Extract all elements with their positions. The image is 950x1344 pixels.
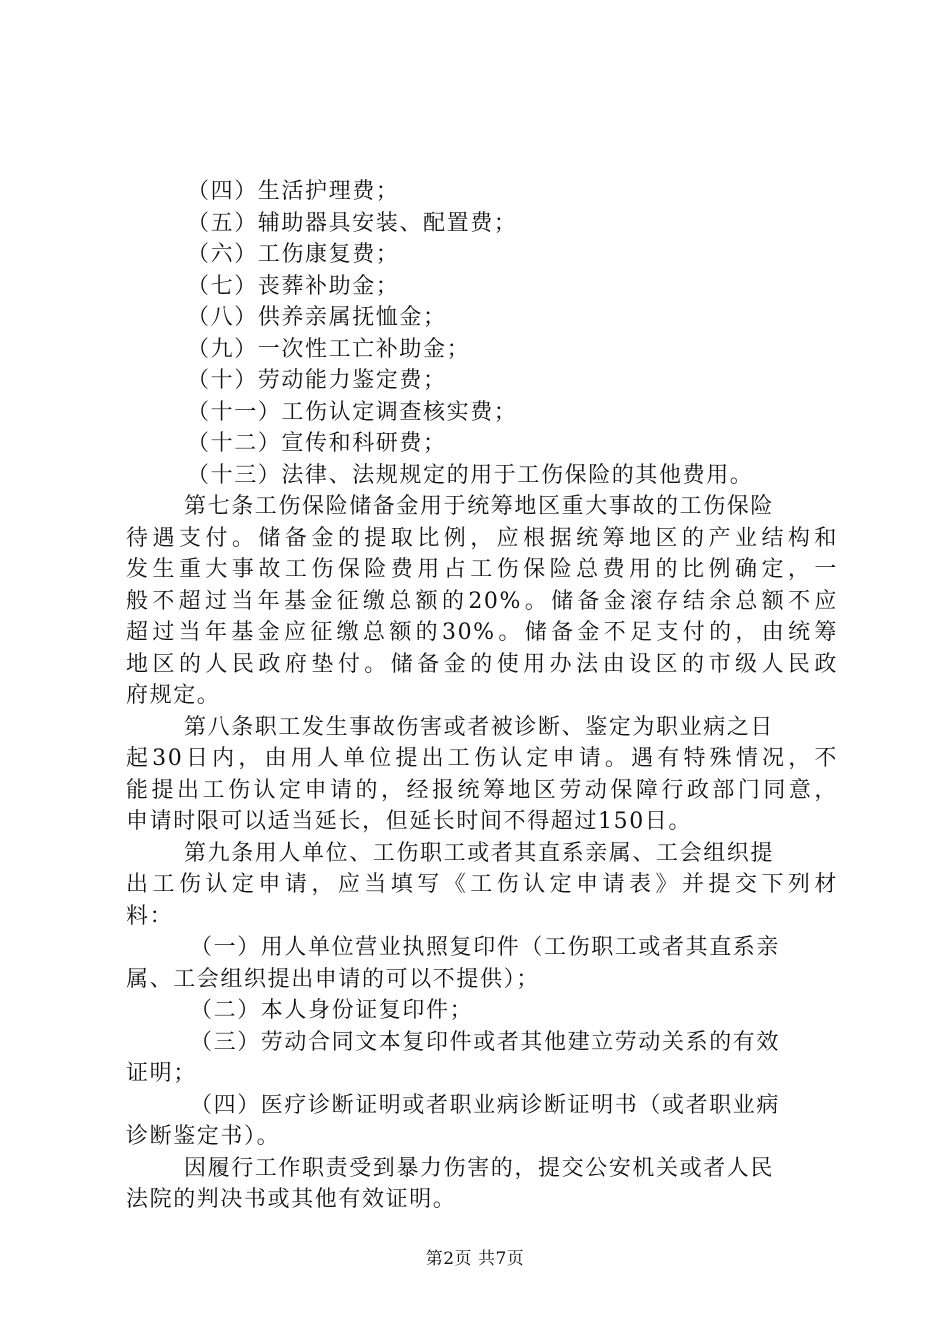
paragraph-line: 申请时限可以适当延长，但延长时间不得超过150日。 <box>126 809 692 834</box>
list-item: （十一）工伤认定调查核实费； <box>187 399 518 425</box>
list-item: （七）丧葬补助金； <box>187 273 400 299</box>
list-item: （十三）法律、法规规定的用于工伤保险的其他费用。 <box>187 462 754 488</box>
paragraph-line: 待遇支付。储备金的提取比例，应根据统筹地区的产业结构和 <box>126 525 838 551</box>
paragraph-line: 超过当年基金应征缴总额的30%。储备金不足支付的，由统筹 <box>126 620 838 645</box>
list-item-continuation: 诊断鉴定书）。 <box>126 1124 281 1149</box>
list-item: （四）生活护理费； <box>187 179 400 204</box>
list-item: （五）辅助器具安装、配置费； <box>187 210 518 236</box>
list-item: （十）劳动能力鉴定费； <box>187 368 447 393</box>
paragraph-line: 第九条用人单位、工伤职工或者其直系亲属、工会组织提 <box>184 840 775 866</box>
paragraph-line: 料： <box>126 903 174 929</box>
page-number-footer: 第2页 共7页 <box>425 1249 525 1269</box>
list-item: （一）用人单位营业执照复印件（工伤职工或者其直系亲 <box>190 935 781 960</box>
paragraph-line: 般不超过当年基金征缴总额的20%。储备金滚存结余总额不应 <box>126 588 838 614</box>
paragraph-line: 府规定。 <box>126 683 221 708</box>
paragraph-line: 出工伤认定申请，应当填写《工伤认定申请表》并提交下列材 <box>126 872 838 897</box>
paragraph-line: 第七条工伤保险储备金用于统筹地区重大事故的工伤保险 <box>184 494 775 519</box>
paragraph-line: 法院的判决书或其他有效证明。 <box>126 1187 457 1212</box>
list-item: （八）供养亲属抚恤金； <box>187 305 447 330</box>
list-item: （四）医疗诊断证明或者职业病诊断证明书（或者职业病 <box>190 1092 781 1118</box>
paragraph-line: 地区的人民政府垫付。储备金的使用办法由设区的市级人民政 <box>126 651 838 677</box>
document-body <box>126 176 838 1216</box>
paragraph-line: 起30日内，由用人单位提出工伤认定申请。遇有特殊情况，不 <box>126 746 838 771</box>
list-item: （十二）宣传和科研费； <box>187 431 447 456</box>
paragraph-line: 发生重大事故工伤保险费用占工伤保险总费用的比例确定，一 <box>126 557 838 582</box>
list-item: （六）工伤康复费； <box>187 242 400 267</box>
list-item: （二）本人身份证复印件； <box>190 998 474 1023</box>
list-item: （九）一次性工亡补助金； <box>187 336 471 362</box>
list-item-continuation: 证明； <box>126 1061 197 1086</box>
paragraph-line: 因履行工作职责受到暴力伤害的，提交公安机关或者人民 <box>184 1155 775 1181</box>
paragraph-line: 第八条职工发生事故伤害或者被诊断、鉴定为职业病之日 <box>184 714 775 740</box>
list-item: （三）劳动合同文本复印件或者其他建立劳动关系的有效 <box>190 1029 781 1055</box>
paragraph-line: 能提出工伤认定申请的，经报统筹地区劳动保障行政部门同意， <box>126 777 838 803</box>
list-item-continuation: 属、工会组织提出申请的可以不提供）； <box>126 966 540 992</box>
